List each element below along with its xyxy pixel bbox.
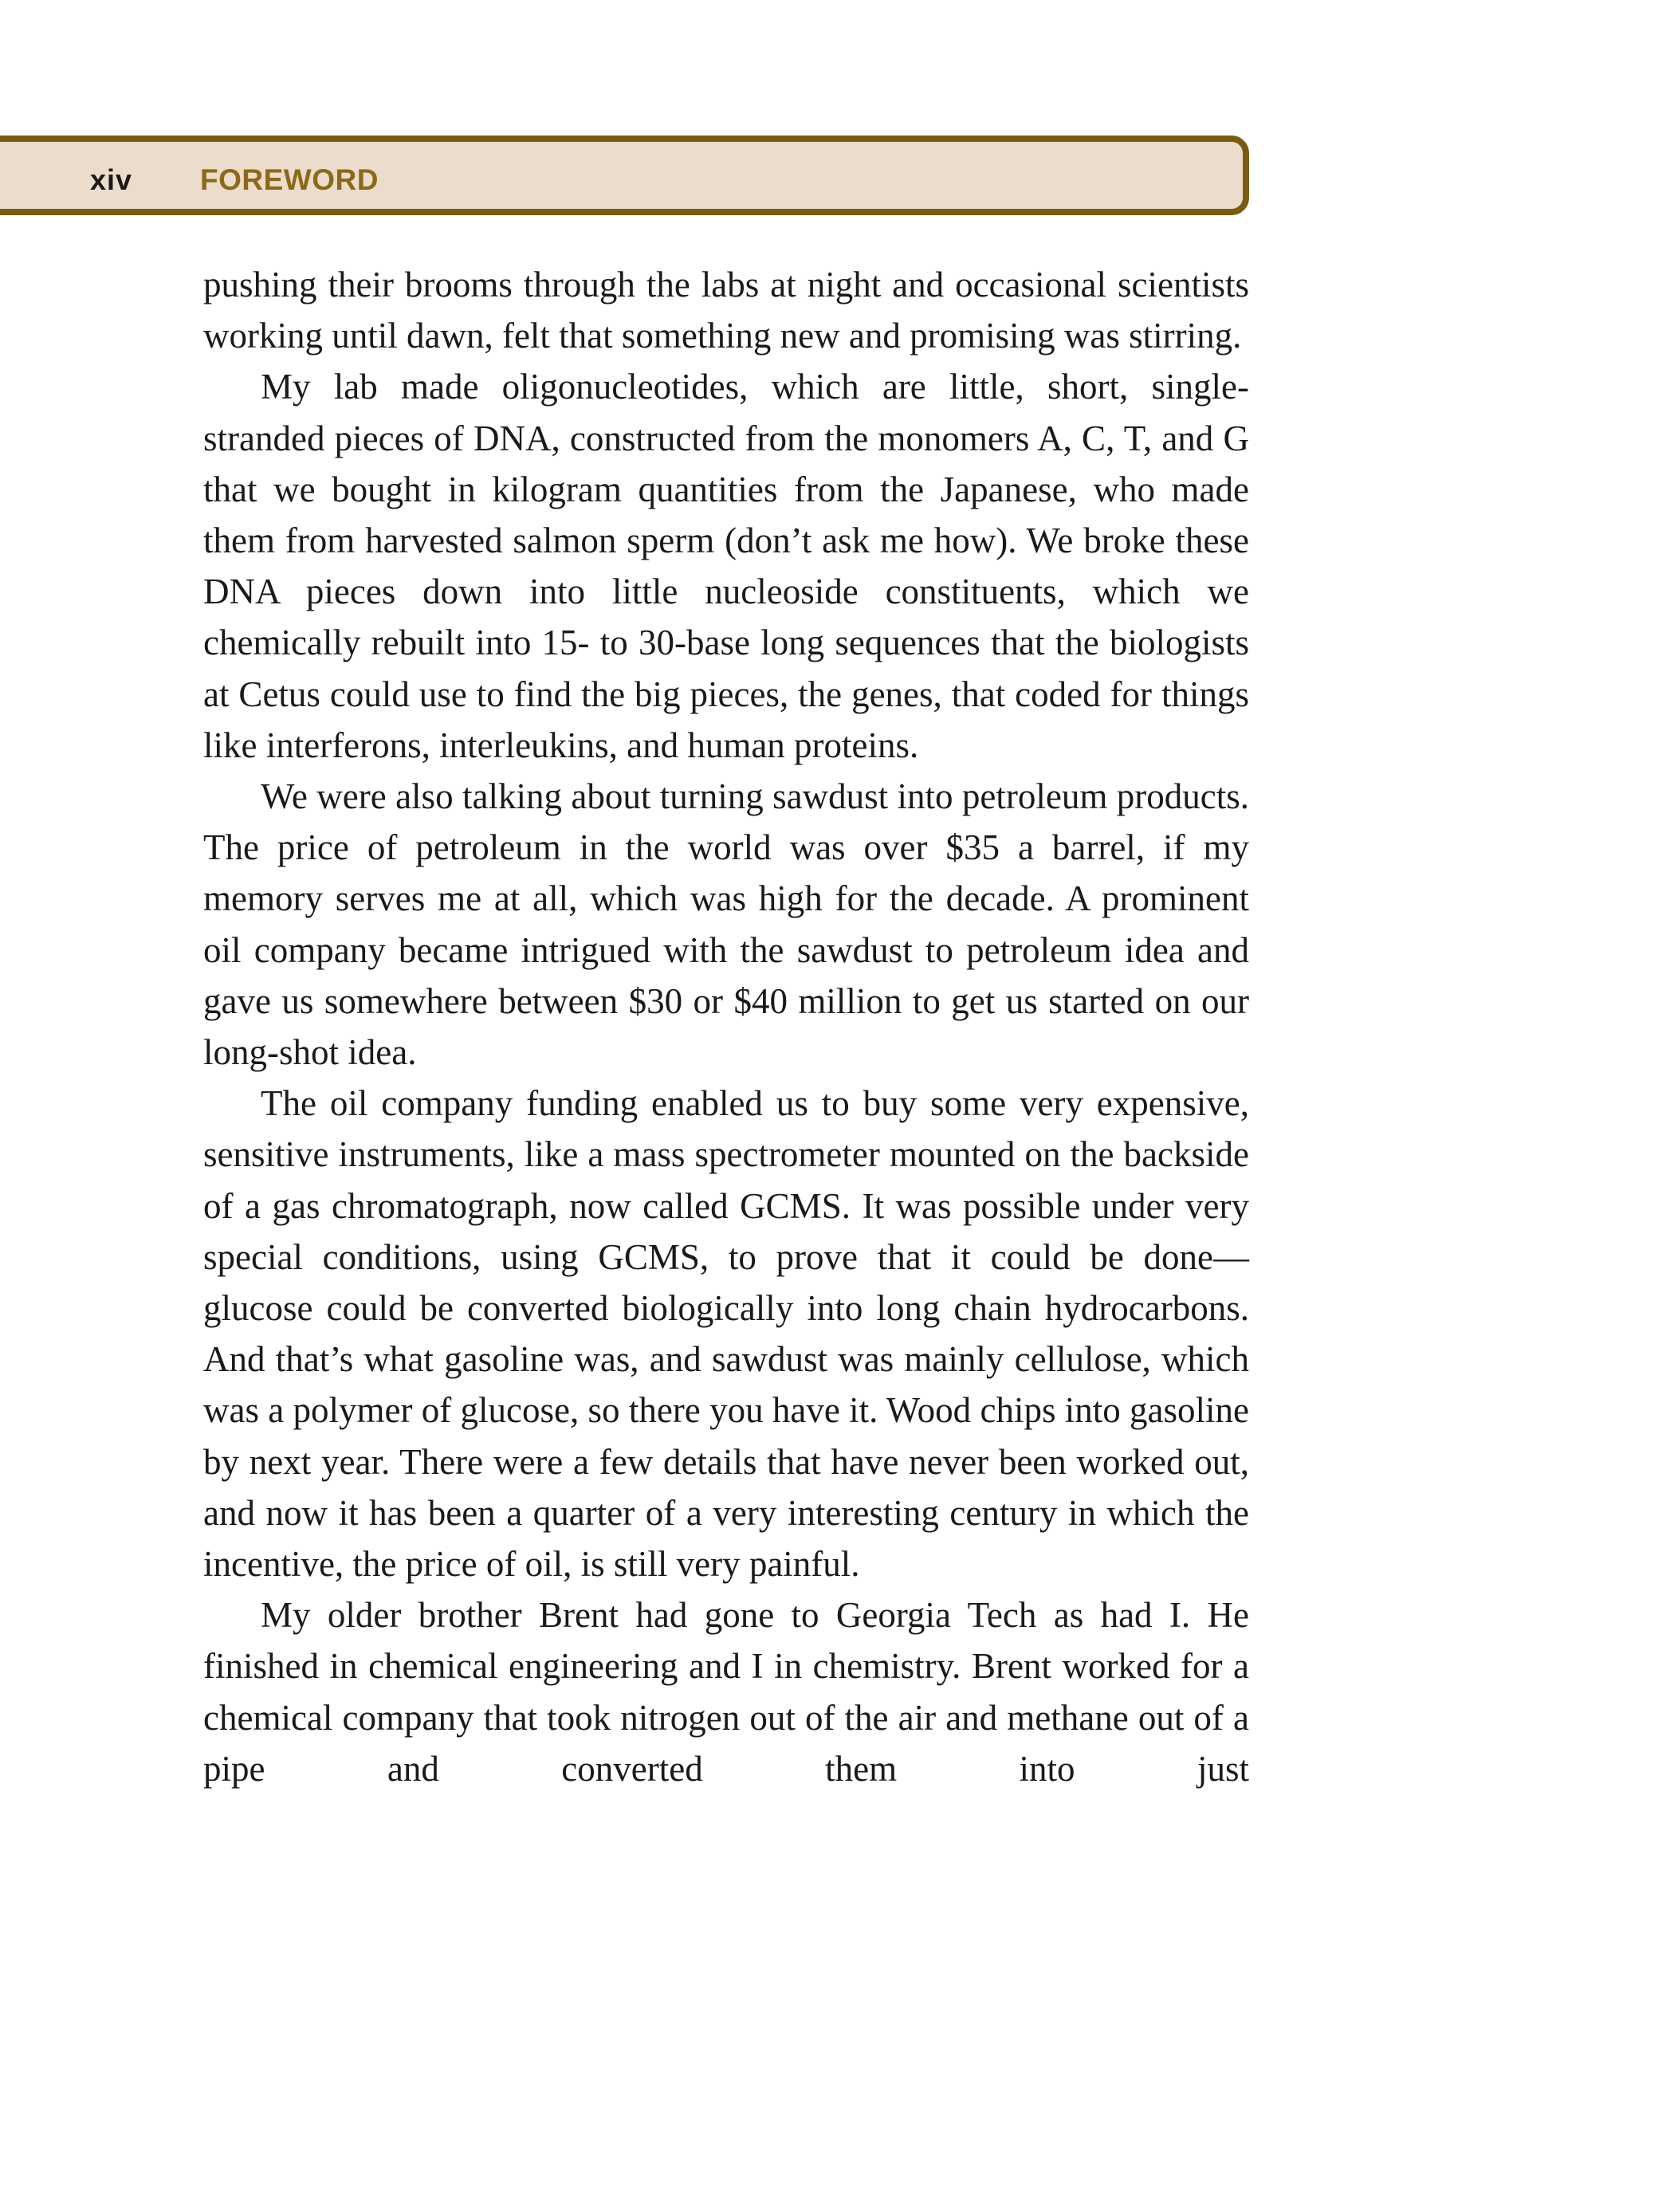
paragraph: We were also talking about turning sawdust into petroleum products. The price of petroleum in the world was over $35 a barrel, if my memory serves me at all, which was high for the decade. A prominent oil company became intrigued with the sawdust to petroleum idea and gave us somewhere between $30 or $40 million to get us started on our long-shot idea. bbox=[203, 776, 1249, 1073]
page-number: xiv bbox=[90, 163, 133, 196]
body-text bbox=[203, 259, 1249, 1794]
running-header-bar bbox=[0, 136, 1249, 215]
paragraph: The oil company funding enabled us to buy some very expensive, sensitive instruments, like a mass spectrometer mounted on the backside of a gas chromatograph, now called GCMS. It was possible under very special conditions, using GCMS, to prove that it could be done—glucose could be converted biologically into long chain hydrocarbons. And that’s what gasoline was, and sawdust was mainly cellulose, which was a polymer of glucose, so there you have it. Wood chips into gasoline by next year. There were a few details that have never been worked out, and now it has been a quarter of a very interesting century in which the incentive, the price of oil, is still very painful. bbox=[203, 1083, 1249, 1585]
paragraph: My older brother Brent had gone to Georgia Tech as had I. He finished in chemical engineering and I in chemistry. Brent worked for a chemical company that took nitrogen out of the air and methane out of a pipe and converted them into just bbox=[203, 1595, 1249, 1789]
paragraph: My lab made oligonucleotides, which are little, short, single-stranded pieces of DNA, constructed from the monomers A, C, T, and G that we bought in kilogram quantities from the Japanese, who made them from harvested salmon sperm (don’t ask me how). We broke these DNA pieces down into little nucleoside constituents, which we chemically rebuilt into 15- to 30-base long sequences that the biologists at Cetus could use to find the big pieces, the genes, that coded for things like interferons, interleukins, and human proteins. bbox=[203, 367, 1249, 765]
section-title: FOREWORD bbox=[200, 163, 379, 196]
paragraph-continued: pushing their brooms through the labs at night and occasional scientists working until dawn, felt that something new and promising was stirring. bbox=[203, 265, 1249, 356]
